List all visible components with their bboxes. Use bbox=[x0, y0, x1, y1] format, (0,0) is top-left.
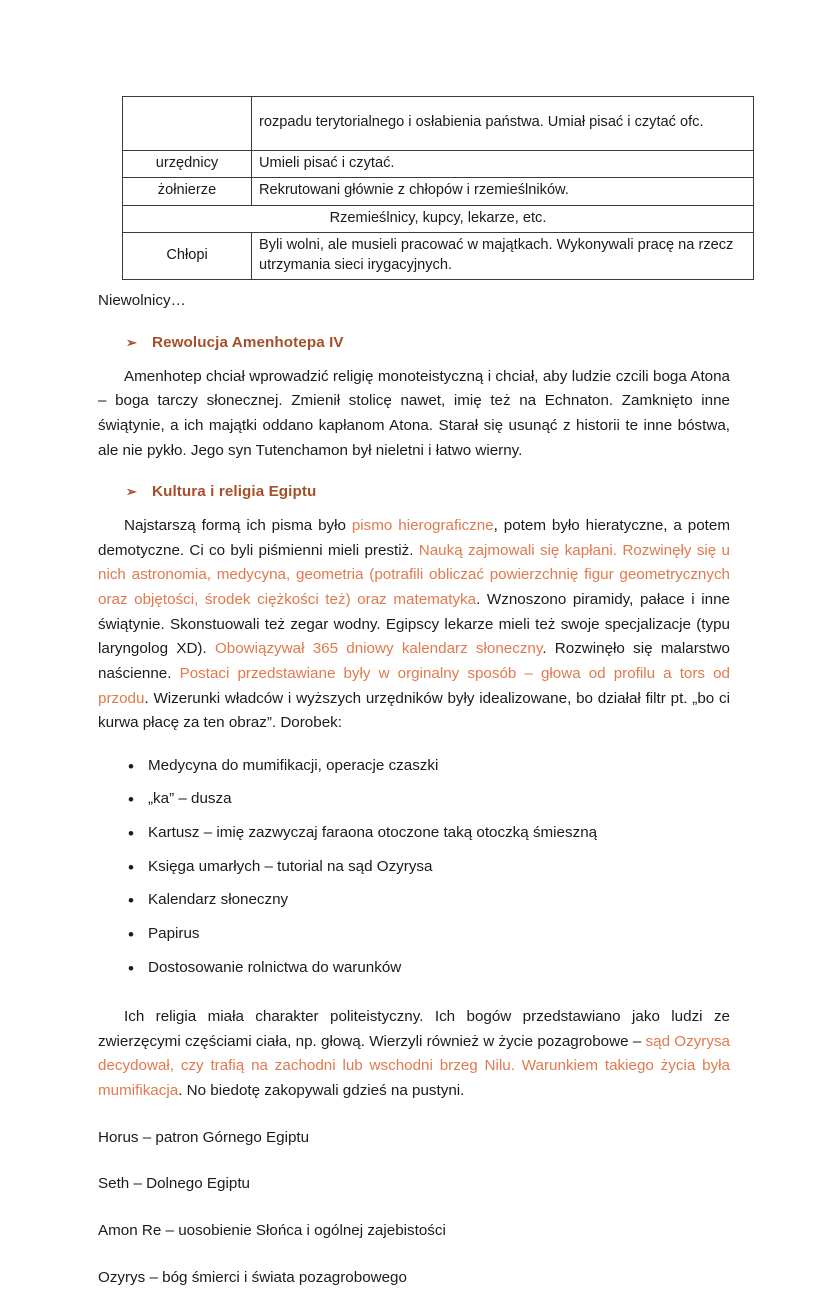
table-row bbox=[123, 151, 754, 178]
list-item: • Medycyna do mumifikacji, operacje czaszki bbox=[128, 754, 730, 779]
arrow-marker-icon: ➢ bbox=[126, 334, 137, 350]
body-text: . No biedotę zakopywali gdzieś na pustyni. bbox=[178, 1082, 465, 1100]
deity-line-amon-re: Amon Re – uosobienie Słońca i ogólnej zajebistości bbox=[98, 1221, 446, 1239]
table-cell-merged: Rzemieślnicy, kupcy, lekarze, etc. bbox=[123, 205, 754, 232]
table-cell-desc: rozpadu terytorialnego i osłabienia państwa. Umiał pisać i czytać ofc. bbox=[252, 97, 754, 151]
list-item: • Dostosowanie rolnictwa do warunków bbox=[128, 956, 730, 981]
table-body bbox=[123, 97, 754, 280]
table-cell-desc: Byli wolni, ale musieli pracować w majątkach. Wykonywali pracę na rzecz utrzymania sieci irygacyjnych. bbox=[252, 233, 754, 280]
highlighted-text: Postaci przedstawiane były w orginalny sposób – głowa od profilu a tors od przodu bbox=[98, 664, 731, 707]
deity-line-horus: Horus – patron Górnego Egiptu bbox=[98, 1128, 310, 1146]
paragraph-religia bbox=[98, 1005, 730, 1104]
table-cell-label: żołnierze bbox=[123, 178, 252, 205]
table-cell-label bbox=[123, 97, 252, 151]
table-cell-desc: Umieli pisać i czytać. bbox=[252, 151, 754, 178]
spacer bbox=[98, 500, 730, 514]
list-item: • „ka” – dusza bbox=[128, 787, 730, 812]
table-row bbox=[123, 97, 754, 151]
paragraph-kultura bbox=[98, 514, 730, 736]
body-text: . Rozwinęło się malarstwo naścienne. bbox=[98, 640, 730, 682]
heading-label: Rewolucja Amenhotepa IV bbox=[152, 333, 344, 351]
heading-kultura-i-religia bbox=[98, 483, 730, 500]
arrow-marker-icon: ➢ bbox=[126, 484, 137, 500]
table-cell-label: urzędnicy bbox=[123, 151, 252, 178]
heading-rewolucja-amenhotepa bbox=[98, 334, 730, 351]
table-row bbox=[123, 178, 754, 205]
list-item: • Papirus bbox=[128, 922, 730, 947]
table-cell-desc: Rekrutowani głównie z chłopów i rzemieślników. bbox=[252, 178, 754, 205]
body-text: Najstarszą formą ich pisma było bbox=[124, 517, 352, 535]
spacer bbox=[98, 989, 730, 1005]
deity-line-ozyrys: Ozyrys – bóg śmierci i świata pozagrobowego bbox=[98, 1268, 407, 1286]
body-text: . Wznoszono piramidy, pałace i inne świątynie. Skonstuowali też zegar wodny. Egipscy lekarze mieli też swoje specjalizacje (typu laryngolog XD). bbox=[98, 591, 730, 658]
paragraph-amenhotep: Amenhotep chciał wprowadzić religię monoteistyczną i chciał, aby ludzie czcili boga Atona – boga tarczy słonecznej. Zmienił stolicę nawet, imię też na Echnaton. Zamknięto inne świątynie, a ich majątki oddano kapłanom Atona. Starał się usunąć z historii te inne bóstwa, ale nie pykło. Jego syn Tutenchamon był nieletni i łatwo wierny. bbox=[98, 367, 730, 459]
social-classes-table bbox=[122, 96, 754, 280]
deity-line-seth: Seth – Dolnego Egiptu bbox=[98, 1175, 250, 1193]
body-text: Ich religia miała charakter politeistyczny. Ich bogów przedstawiano jako ludzi ze zwierzęcymi częściami ciała, np. głową. Wierzyli również w życie pozagrobowe – bbox=[98, 1008, 730, 1050]
list-item: • Kartusz – imię zazwyczaj faraona otoczone taką otoczką śmieszną bbox=[128, 821, 730, 846]
list-item: • Kalendarz słoneczny bbox=[128, 888, 730, 913]
list-item: • Księga umarłych – tutorial na sąd Ozyrysa bbox=[128, 855, 730, 880]
heading-label: Kultura i religia Egiptu bbox=[152, 483, 317, 501]
achievements-list bbox=[98, 754, 730, 980]
table-row-merged bbox=[123, 205, 754, 232]
table-cell-label: Chłopi bbox=[123, 233, 252, 280]
highlighted-text: sąd Ozyrysa decydował, czy trafią na zachodni lub wschodni brzeg Nilu. Warunkiem takiego życia była mumifikacja bbox=[98, 1032, 731, 1100]
body-text: . Wizerunki władców i wyższych urzędników były idealizowane, bo działał filtr pt. „bo ci kurwa płacę za ten obraz”. Dorobek: bbox=[98, 689, 730, 732]
after-table-line: Niewolnicy… bbox=[98, 292, 186, 310]
highlighted-text: pismo hierograficzne bbox=[351, 517, 494, 535]
table-row bbox=[123, 233, 754, 280]
highlighted-text: Nauką zajmowali się kapłani. Rozwinęły się u nich astronomia, medycyna, geometria (potrafili obliczać powierzchnię figur geometrycznych oraz objętości, środek ciężkości też) oraz matematyka bbox=[98, 541, 730, 609]
body-text: , potem było hieratyczne, a potem demotyczne. Ci co byli piśmienni mieli prestiż. bbox=[98, 517, 730, 559]
spacer bbox=[98, 351, 730, 365]
highlighted-text: Obowiązywał 365 dniowy kalendarz słoneczny bbox=[214, 640, 543, 658]
spacer bbox=[98, 1104, 730, 1126]
